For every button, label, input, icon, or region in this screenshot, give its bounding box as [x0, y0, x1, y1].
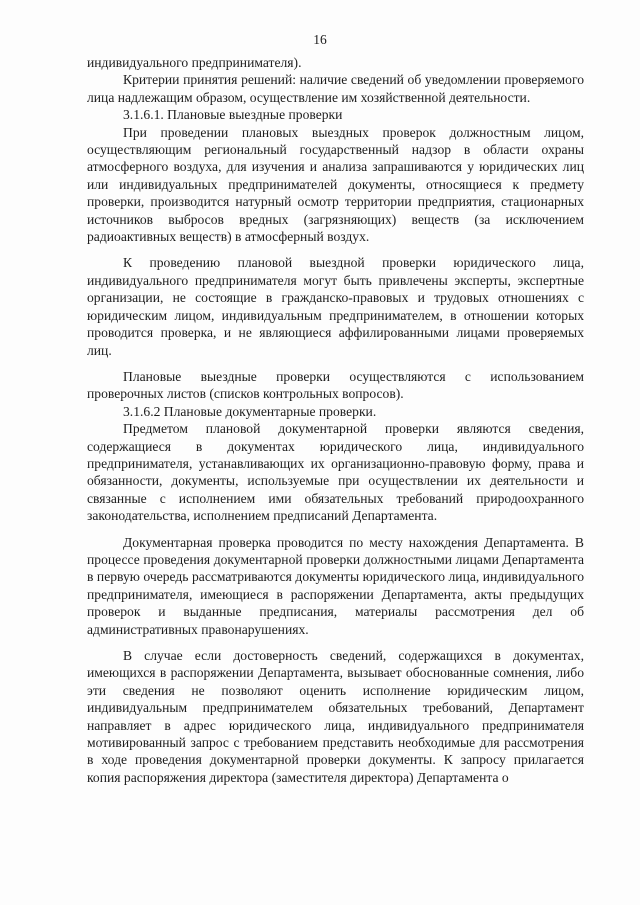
document-body: [87, 54, 584, 786]
paragraph-continuation: индивидуального предпринимателя).: [87, 55, 302, 70]
section-heading-3-1-6-2: 3.1.6.2 Плановые документарные проверки.: [123, 403, 377, 419]
paragraph-checklists: Плановые выездные проверки осуществляются с использованием проверочных листов (списков контрольных вопросов).: [87, 368, 584, 402]
page-number: 16: [313, 32, 327, 47]
section-heading-3-1-6-1: 3.1.6.1. Плановые выездные проверки: [123, 107, 343, 123]
paragraph-decision-criteria: Критерии принятия решений: наличие сведений об уведомлении проверяемого лица надлежащим образом, осуществление им хозяйственной деятельности.: [87, 72, 584, 105]
paragraph-documentary-inspection-location: Документарная проверка проводится по месту нахождения Департамента. В процессе проведения документарной проверки должностными лицами Департамента в первую очередь рассматриваются документы юридического лица, индивидуального предпринимателя, имеющиеся в распоряжении Департамента, акты предыдущих проверок и выданные предписания, материалы рассмотрения дел об административных правонарушениях.: [87, 534, 584, 637]
paragraph-reasoned-request: В случае если достоверность сведений, содержащихся в документах, имеющихся в распоряжении Департамента, вызывает обоснованные сомнения, либо эти сведения не позволяют оценить исполнение юридическим лицом, индивидуальным предпринимателем обязательных требований, Департамент направляет в адрес юридического лица, индивидуального предпринимателя мотивированный запрос с требованием представить необходимые для рассмотрения в ходе проведения документарной проверки документы. К запросу прилагается копия распоряжения директора (заместителя директора) Департамента о: [87, 648, 584, 785]
paragraph-planned-field-inspections: При проведении плановых выездных проверок должностным лицом, осуществляющим региональный государственный надзор в области охраны атмосферного воздуха, для изучения и анализа запрашиваются у юридических лиц или индивидуальных предпринимателей документы, относящиеся к предмету проверки, производится натурный осмотр территории предприятия, стационарных источников выбросов вредных (загрязняющих) веществ (за исключением радиоактивных веществ) в атмосферный воздух.: [87, 124, 584, 245]
paragraph-experts: К проведению плановой выездной проверки юридического лица, индивидуального предпринимателя могут быть привлечены эксперты, экспертные организации, не состоящие в гражданско-правовых и трудовых отношениях с юридическим лицом, индивидуальным предпринимателем, в отношении которых проводится проверка, и не являющиеся аффилированными лицами проверяемых лиц.: [87, 255, 584, 358]
paragraph-subject-of-documentary-inspection: Предметом плановой документарной проверки являются сведения, содержащиеся в документах юридического лица, индивидуального предпринимателя, устанавливающих их организационно-правовую форму, права и обязанности, документы, используемые при осуществлении их деятельности и связанные с исполнением ими обязательных требований природоохранного законодательства, исполнением предписаний Департамента.: [87, 421, 584, 524]
